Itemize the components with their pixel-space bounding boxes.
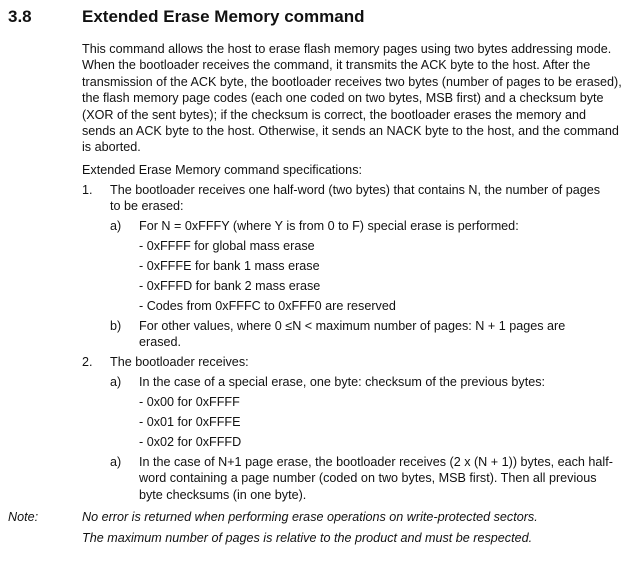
- list-item-marker: 2.: [82, 355, 93, 369]
- specs-heading: Extended Erase Memory command specifications:: [82, 163, 362, 177]
- sublist-item-marker: a): [110, 375, 122, 389]
- list-item-marker: 1.: [82, 183, 93, 197]
- note-line: The maximum number of pages is relative to the product and must be respected.: [82, 531, 533, 545]
- bullet-line: - 0xFFFD for bank 2 mass erase: [139, 279, 321, 293]
- note-line: No error is returned when performing erase operations on write-protected sectors.: [82, 510, 538, 524]
- sublist-item-text: In the case of N+1 page erase, the bootloader receives (2 x (N + 1)) bytes, each half-word containing a page number (coded on two bytes, MSB first). Then all previous byte checksums (in one byte).: [139, 455, 613, 502]
- list-item-text: The bootloader receives one half-word (two bytes) that contains N, the number of pages to be erased:: [110, 183, 601, 214]
- list-item-text: The bootloader receives:: [110, 355, 249, 369]
- section-number: 3.8: [8, 7, 32, 26]
- bullet-line: - 0xFFFF for global mass erase: [139, 239, 315, 253]
- bullet-line: - 0x01 for 0xFFFE: [139, 415, 241, 429]
- sublist-item-text: For N = 0xFFFY (where Y is from 0 to F) special erase is performed:: [139, 219, 519, 233]
- sublist-item-text: In the case of a special erase, one byte: checksum of the previous bytes:: [139, 375, 546, 389]
- sublist-item-marker: b): [110, 319, 122, 333]
- bullet-line: - 0x00 for 0xFFFF: [139, 395, 240, 409]
- note-label: Note:: [8, 510, 39, 524]
- section-title: Extended Erase Memory command: [82, 7, 365, 26]
- bullet-line: - 0x02 for 0xFFFD: [139, 435, 242, 449]
- sublist-item-text: For other values, where 0 ≤N < maximum number of pages: N + 1 pages are erased.: [139, 319, 566, 350]
- bullet-line: - Codes from 0xFFFC to 0xFFF0 are reserved: [139, 299, 396, 313]
- intro-paragraph: This command allows the host to erase flash memory pages using two bytes addressing mode. When the bootloader receives the command, it transmits the ACK byte to the host. After the transmission of the ACK byte, the bootloader receives two bytes (number of pages to be erased), the flash memory page codes (each one coded on two bytes, MSB first) and a checksum byte (XOR of the sent bytes); if the checksum is correct, the bootloader erases the memory and sends an ACK byte to the host. Otherwise, it sends an NACK byte to the host, and the command is aborted.: [82, 42, 622, 155]
- bullet-line: - 0xFFFE for bank 1 mass erase: [139, 259, 320, 273]
- sublist-item-marker: a): [110, 219, 122, 233]
- sublist-item-marker: a): [110, 455, 122, 469]
